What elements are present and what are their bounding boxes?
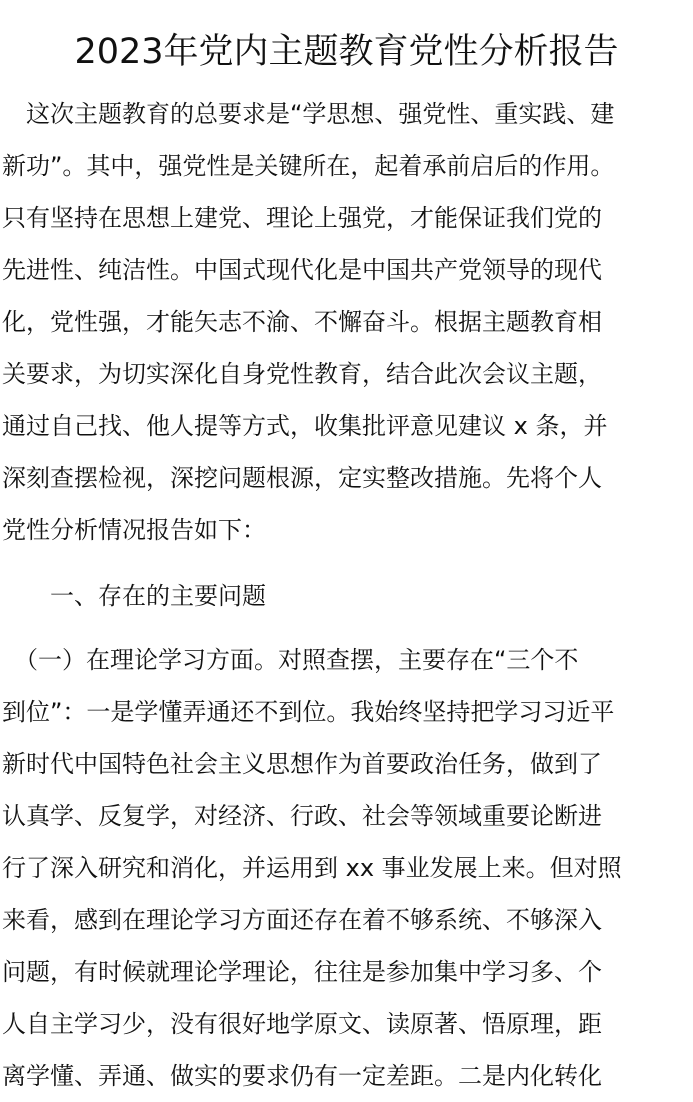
- paragraph-line: 关要求，为切实深化自身党性教育，结合此次会议主题，: [2, 360, 602, 388]
- paragraph-line: 到位”：一是学懂弄通还不到位。我始终坚持把学习习近平: [2, 698, 615, 726]
- paragraph-line: （一）在理论学习方面。对照查摆，主要存在“三个不: [2, 646, 579, 674]
- paragraph-line: 深刻查摆检视，深挖问题根源，定实整改措施。先将个人: [2, 464, 602, 492]
- paragraph-line: 人自主学习少，没有很好地学原文、读原著、悟原理，距: [2, 1010, 602, 1038]
- paragraph-line: 离学懂、弄通、做实的要求仍有一定差距。二是内化转化: [2, 1062, 602, 1090]
- paragraph-line: 行了深入研究和消化，并运用到 xx 事业发展上来。但对照: [2, 854, 622, 882]
- paragraph-line: 新时代中国特色社会主义思想作为首要政治任务，做到了: [2, 750, 602, 778]
- paragraph-line: 先进性、纯洁性。中国式现代化是中国共产党领导的现代: [2, 256, 602, 284]
- paragraph-line: 党性分析情况报告如下：: [2, 516, 266, 544]
- paragraph-line: 通过自己找、他人提等方式，收集批评意见建议 x 条，并: [2, 412, 608, 440]
- paragraph-line: 新功”。其中，强党性是关键所在，起着承前启后的作用。: [2, 152, 615, 180]
- paragraph-line: 这次主题教育的总要求是“学思想、强党性、重实践、建: [2, 100, 615, 128]
- document-title: 2023年党内主题教育党性分析报告: [74, 32, 619, 72]
- paragraph-line: 只有坚持在思想上建党、理论上强党，才能保证我们党的: [2, 204, 602, 232]
- section-heading: 一、存在的主要问题: [2, 582, 266, 610]
- paragraph-line: 认真学、反复学，对经济、行政、社会等领域重要论断进: [2, 802, 602, 830]
- paragraph-line: 来看，感到在理论学习方面还存在着不够系统、不够深入: [2, 906, 602, 934]
- paragraph-line: 问题，有时候就理论学理论，往往是参加集中学习多、个: [2, 958, 602, 986]
- paragraph-line: 化，党性强，才能矢志不渝、不懈奋斗。根据主题教育相: [2, 308, 602, 336]
